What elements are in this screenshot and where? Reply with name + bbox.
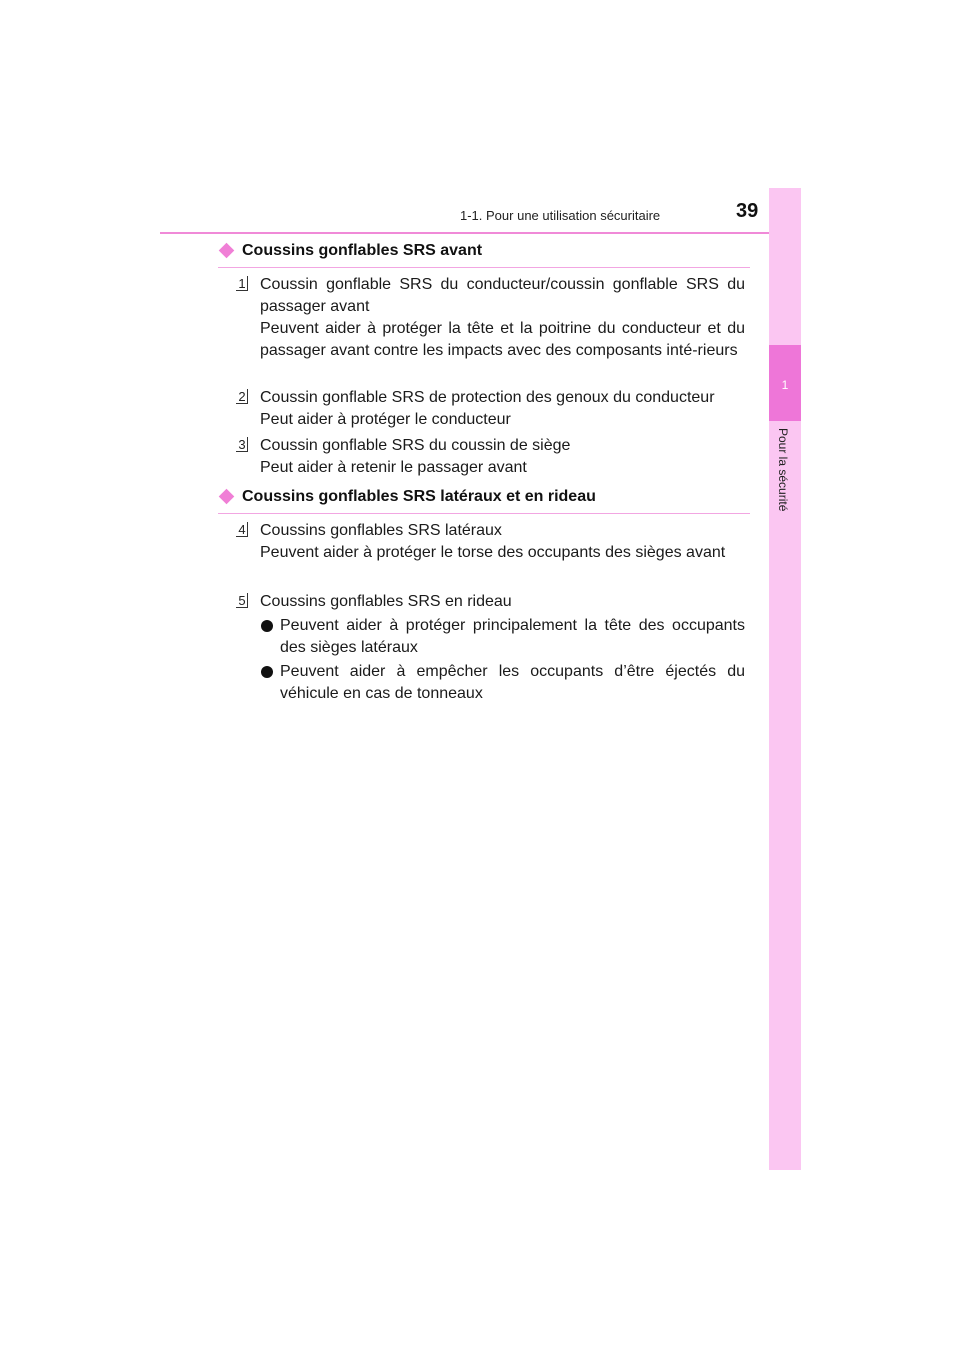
diamond-bullet-icon [219, 243, 235, 259]
item-number-badge: 2 [236, 389, 248, 404]
bullet-dot-icon [261, 620, 273, 632]
chapter-side-tab [769, 188, 801, 1170]
item-description: Peuvent aider à protéger le torse des occupants des sièges avant [260, 544, 726, 561]
item-title: Coussins gonflables SRS latéraux [260, 522, 502, 539]
item-text [260, 387, 745, 431]
item-description: Peut aider à retenir le passager avant [260, 459, 527, 476]
section-heading-rule [218, 513, 750, 514]
item-text [260, 591, 745, 705]
bullet-text: Peuvent aider à protéger principalement la tête des occupants des sièges latéraux [280, 617, 745, 656]
section-heading-front-airbags [218, 242, 750, 264]
item-description: Peut aider à protéger le conducteur [260, 411, 511, 428]
item-number-badge: 3 [236, 437, 248, 452]
chapter-tab-label: Pour la sécurité [776, 428, 790, 512]
item-text [260, 520, 745, 564]
section-header: 1-1. Pour une utilisation sécuritaire [460, 208, 661, 223]
bullet-text: Peuvent aider à empêcher les occupants d’être éjectés du véhicule en cas de tonneaux [280, 663, 745, 702]
item-number-badge: 1 [236, 276, 248, 291]
item-title: Coussins gonflables SRS en rideau [260, 593, 512, 610]
bullet-item [260, 615, 745, 659]
item-text [260, 435, 745, 479]
section-heading-rule [218, 267, 750, 268]
item-description: Peuvent aider à protéger la tête et la poitrine du conducteur et du passager avant contre les impacts avec des composants inté-rieurs [260, 320, 745, 359]
page-number: 39 [736, 200, 759, 222]
chapter-tab-number: 1 [781, 378, 789, 392]
bullet-item [260, 661, 745, 705]
section-heading-title: Coussins gonflables SRS avant [242, 242, 483, 259]
item-title: Coussin gonflable SRS de protection des genoux du conducteur [260, 389, 715, 406]
item-number-badge: 5 [236, 593, 248, 608]
item-title: Coussin gonflable SRS du coussin de siège [260, 437, 571, 454]
item-number-badge: 4 [236, 522, 248, 537]
bullet-dot-icon [261, 666, 273, 678]
section-heading-side-curtain-airbags [218, 488, 750, 510]
item-text [260, 274, 745, 362]
section-heading-title: Coussins gonflables SRS latéraux et en rideau [242, 488, 596, 505]
diamond-bullet-icon [219, 489, 235, 505]
header-divider [160, 232, 800, 234]
item-title: Coussin gonflable SRS du conducteur/coussin gonflable SRS du passager avant [260, 276, 745, 315]
